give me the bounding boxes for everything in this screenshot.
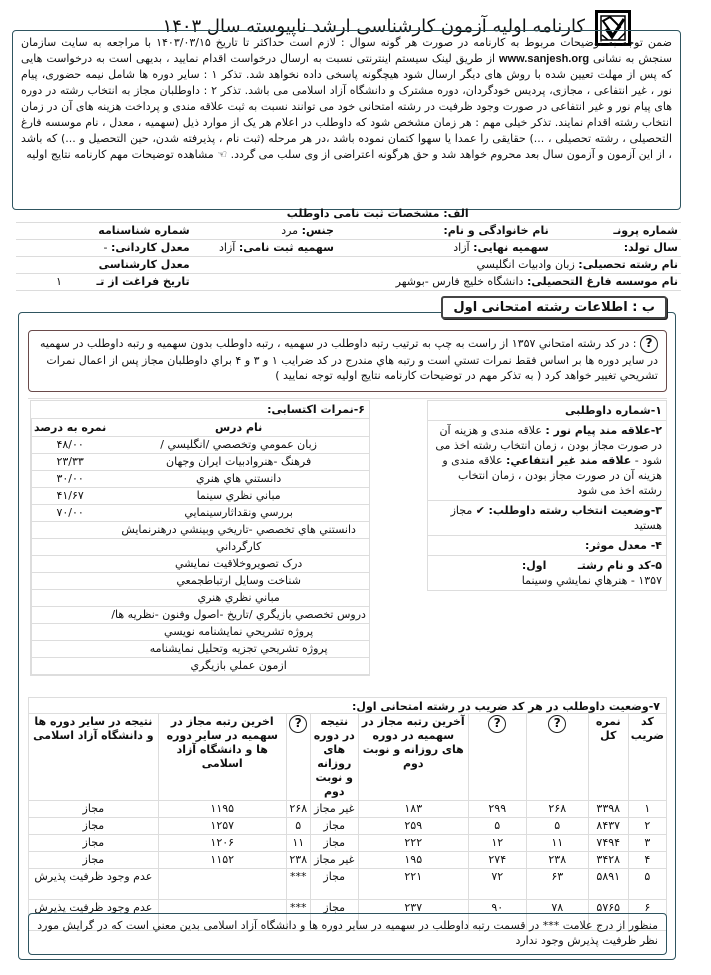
status-row [29,801,667,818]
course-name: کارگرداني [108,538,369,555]
field-code: ۵-کد و نام رشتـ اول: ۱۳۵۷ - هنرهاي نمايشي وسينما [521,559,662,587]
total-score: ۸۴۳۷ [588,818,628,835]
rank-no-quota: ۹۰ [468,900,526,931]
question-icon[interactable]: ? [548,715,566,733]
last-rank-other: ۱۱۹۵ [158,801,286,818]
rank-no-quota: ۵ [468,818,526,835]
effective-gpa: ۴- معدل موثر: [428,536,666,556]
rank-other: ۱۱ [286,835,310,852]
final-quota-field: سهمیه نهایی: آزاد [348,239,552,256]
grade-row [32,504,370,521]
col-last-rank-day: آخرین رتبه مجاز در سهمیه در دوره های روزانه و نوبت دوم [358,714,468,801]
id-number-label: شماره شناسنامه [74,222,192,239]
status-row [29,869,667,900]
grade-row [32,640,370,657]
status-caption: ۷-وضعیت داوطلب در هر کد ضریب در رشته امتحانی اول: [28,697,667,715]
footnote-box: منظور از درج علامت *** در قسمت رتبه داوطلب در سهمیه در سایر دوره ها و دانشگاه آزاد اسلامی بدین معني است که در گرایش مورد نظر ظرفیت پذیرش وجود ندارد [28,913,667,955]
last-rank-other: ۱۲۰۶ [158,835,286,852]
check-icon: ✔ مجاز هستید [450,504,662,532]
col-total: نمره کل [588,714,628,801]
course-percent [32,572,109,589]
result-day: مجاز [310,869,358,900]
rank-no-quota: ۲۷۴ [468,852,526,869]
result-day: غیر مجاز [310,801,358,818]
grade-row [32,470,370,487]
last-rank-other: ۱۱۵۲ [158,852,286,869]
rank-no-quota: ۷۲ [468,869,526,900]
notice-box [12,30,681,210]
course-percent [32,640,109,657]
result-other: مجاز [29,852,159,869]
col-code: کد ضریب [628,714,666,801]
grade-row [32,453,370,470]
question-icon[interactable]: ? [289,715,307,733]
file-number-label: شماره پرونـ [552,222,681,239]
grade-row [32,657,370,674]
birth-year-label: سال تولد: [552,239,681,256]
grade-row [32,555,370,572]
grade-row [32,436,370,453]
course-name: زبان عمومي وتخصصي /انگليسي / [108,436,369,453]
course-percent [32,606,109,623]
course-percent: ۷۰/۰۰ [32,504,109,521]
col-last-rank-other: اخرین رتبه مجاز در سهمیه در سایر دوره ها و دانشگاه آزاد اسلامی [158,714,286,801]
rank-other: ۵ [286,818,310,835]
associate-gpa-field: معدل کاردانی: - [74,239,192,256]
status-row [29,818,667,835]
total-score: ۵۸۹۱ [588,869,628,900]
help-note-text: : در کد رشته امتحاني ۱۳۵۷ از راست به چپ به ترتيب رتبه داوطلب در سهميه ، رتبه داوطلب بدون سهميه و رتبه داوطلب در سهميه در ساير دوره ها بر اساس فقط نمرات تستي است و رتبه هاي مندرج در کد ضرايب ۱ و ۳ و ۴ براي داوطلبان مجاز پس از اعمال نمرات تشريحي تغيير خواهد کرد ( به تذکر مهم در توضيحات کارنامه نتايج اوليه توجه نماييد ) [39,337,658,382]
grade-row [32,606,370,623]
interest-note: ۲-علاقه مند پیام نور : علاقه مندی و هزینه آن در صورت مجاز بودن ، زمان انتخاب رشته اخذ می شود - علاقه مند غیر انتفاعي: علاقه مندی و هزینه آن در صورت مجاز بودن ، زمان انتخاب رشته اخذ می شود [428,421,666,501]
grades-caption: ۶-نمرات اکتسابی: [31,401,369,419]
rank-no-quota: ۱۲ [468,835,526,852]
help-note [28,330,667,392]
rank-in-quota: ۵ [526,818,588,835]
grade-row [32,623,370,640]
course-percent [32,521,109,538]
course-name: درک تصويروخلاقيت نمايشي [108,555,369,572]
course-name: دروس تخصصي بازيگري /تاريخ -اصول وفنون -نظريه ها/ [108,606,369,623]
field-of-study: نام رشته تحصیلی: زبان وادبیات انگلیسي [337,256,681,273]
reg-quota-field: سهمیه ثبت نامی: آزاد [193,239,337,256]
status-row [29,835,667,852]
result-day: غیر مجاز [310,852,358,869]
col-result-other: نتیجه در سایر دوره ها و دانشگاه آزاد اسلامی [29,714,159,801]
grade-row [32,572,370,589]
bachelor-gpa-label: معدل کارشناسی [74,256,192,273]
rank-other: ۲۶۸ [286,801,310,818]
important-notes-link[interactable]: ☜ مشاهده توضیحات مهم کارنامه نتایج اولیه [26,148,231,161]
registration-caption: الف: مشخصات ثبت نامی داوطلب [74,205,681,222]
result-other: مجاز [29,801,159,818]
coef-code: ۳ [628,835,666,852]
graduation-date-value: ۱ [16,273,74,290]
col-rank2 [468,714,526,801]
col-result-day: نتیجه در دوره های روزانه و نوبت دوم [310,714,358,801]
course-name: فرهنگ -هنروادبيات ايران وجهان [108,453,369,470]
result-other: عدم وجود ظرفیت پذیرش [29,869,159,900]
last-rank-other: ۱۲۵۷ [158,818,286,835]
course-name: دانستني هاي هنري [108,470,369,487]
result-other: مجاز [29,835,159,852]
course-percent [32,589,109,606]
coef-code: ۴ [628,852,666,869]
coef-code: ۶ [628,900,666,931]
grade-row [32,487,370,504]
total-score: ۳۴۲۸ [588,852,628,869]
rank-in-quota: ۲۶۸ [526,801,588,818]
registration-info [16,205,681,291]
grade-row [32,521,370,538]
page-title: کارنامه اولیه آزمون کارشناسی ارشد ناپیوسته سال ۱۴۰۳ [162,16,585,37]
last-rank-day: ۲۳۷ [358,900,468,931]
course-name: پروژه تشريحي نمايشنامه نويسي [108,623,369,640]
course-name: مباني نظري سينما [108,487,369,504]
course-percent: ۲۳/۳۳ [32,453,109,470]
course-percent [32,555,109,572]
last-rank-day: ۲۲۱ [358,869,468,900]
result-day: مجاز [310,818,358,835]
last-rank-day: ۲۲۲ [358,835,468,852]
question-icon[interactable]: ? [640,335,658,353]
course-name: پروژه تشريحي تجزيه وتحليل نمايشنامه [108,640,369,657]
col-course: نام درس [108,419,369,436]
coef-code: ۲ [628,818,666,835]
course-name: مباني نظري هنري [108,589,369,606]
candidate-info [427,400,667,591]
course-percent [32,623,109,640]
result-other: عدم وجود ظرفیت پذیرش [29,900,159,931]
last-rank-day: ۲۵۹ [358,818,468,835]
rank-in-quota: ۱۱ [526,835,588,852]
grade-row [32,589,370,606]
website-link[interactable]: www.sanjesh.org [499,53,590,65]
result-other: مجاز [29,818,159,835]
grades-table [31,419,369,675]
last-rank-other [158,869,286,900]
rank-no-quota: ۲۹۹ [468,801,526,818]
grade-row [32,538,370,555]
course-name: بررسي ونقداثارسينمايي [108,504,369,521]
grades-section [30,400,370,676]
name-label: نام خانوادگی و نام: [348,222,552,239]
course-percent: ۳۰/۰۰ [32,470,109,487]
question-icon[interactable]: ? [488,715,506,733]
course-name: ازمون عملي بازيگري [108,657,369,674]
course-percent [32,538,109,555]
total-score: ۷۴۹۴ [588,835,628,852]
status-section [28,713,667,931]
course-percent [32,657,109,674]
status-row [29,852,667,869]
total-score: ۵۷۶۵ [588,900,628,931]
result-day: مجاز [310,835,358,852]
coef-code: ۱ [628,801,666,818]
coef-code: ۵ [628,869,666,900]
candidate-number: ۱-شماره داوطلبی [428,401,666,421]
col-percent: نمره به درصد [32,419,109,436]
divider [28,398,667,399]
selection-status: ۳-وضعیت انتخاب رشته داوطلب: ✔ مجاز هستید [428,501,666,536]
rank-other: *** [286,869,310,900]
graduation-institute: نام موسسه فارغ التحصیلی: دانشگاه خلیج فارس -بوشهر [337,273,681,290]
graduation-date-label: تاریخ فراغت از تـ [74,273,192,290]
rank-other: *** [286,900,310,931]
last-rank-day: ۱۸۳ [358,801,468,818]
col-rank3 [286,714,310,801]
total-score: ۳۳۹۸ [588,801,628,818]
rank-in-quota: ۶۳ [526,869,588,900]
course-percent: ۴۸/۰۰ [32,436,109,453]
status-table [28,713,667,931]
notice-text-1: ضمن توجه به توضیحات مربوط به کارنامه در صورت هر گونه سوال : لازم است حداکثر تا تاریخ ۱۴۰۳/۰۳/۱۵ با مراجعه به سایت سازمان سنجش به نشانی [21,36,672,65]
rank-other: ۲۳۸ [286,852,310,869]
gender-field: جنس: مرد [193,222,337,239]
section-b-title: ب : اطلاعات رشته امتحانی اول [441,296,667,319]
rank-in-quota: ۷۸ [526,900,588,931]
course-name: شناخت وسايل ارتباطجمعي [108,572,369,589]
last-rank-day: ۱۹۵ [358,852,468,869]
col-rank1 [526,714,588,801]
result-day: مجاز [310,900,358,931]
course-name: دانستني هاي تخصصي -تاريخي وبينشي درهنرنمايش [108,521,369,538]
notice-text-2: از طریق لینک سیستم اینترنتی نسبت به ارسال درخواست اقدام نمایید ، بدیهی است به درخواست هایی که پس از مهلت تعیین شده با روش های دیگر ارسال شود هیچگونه پاسخی داده نخواهد شد. تذکر ۱ : سایر دوره ها شامل نیمه حضوری، پیام نور ، غیر انتفاعی ، مجازی، پردیس خودگردان، دوره مشترک و دانشگاه آزاد اسلامی می باشد. تذکر ۲ : داوطلبان مجاز به انتخاب رشته در دوره های پیام نور و غیر انتفاعی در صورت وجود ظرفیت در رشته امتحانی خود می توانند نسبت به ثبت علاقه مندی و پرداخت هزینه های آن در زمان انتخاب رشته اقدام نمایند. تذکر خیلی مهم : هر زمان مشخص شود که داوطلب در اعلام هر یک از موارد ذیل (سهمیه ، معدل ، نام موسسه فارغ التحصیلی ، رشته تحصیلی ، ...) حقایقی را عمدا یا سهوا کتمان نموده باشد ،در هر مرحله (ثبت نام ، پذیرفته شدن، حین التحصیل و ...) که باشد ، از این آزمون و آزمون سال بعد محروم خواهد شد و حق هرگونه اعتراضی از وی سلب می گردد. [21,52,672,161]
course-percent: ۴۱/۶۷ [32,487,109,504]
rank-in-quota: ۲۳۸ [526,852,588,869]
